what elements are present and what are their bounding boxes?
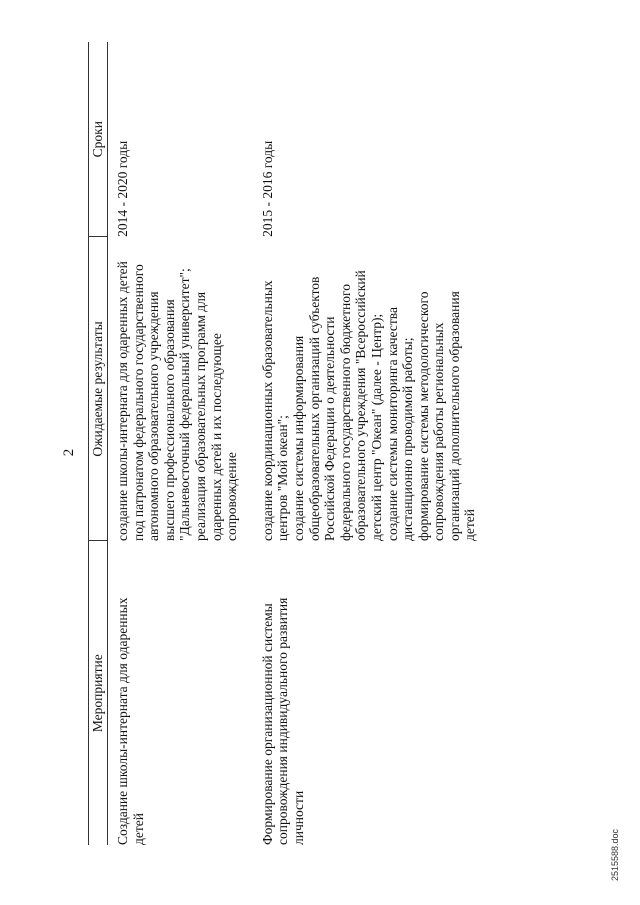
table-row bbox=[108, 42, 240, 845]
results-cell bbox=[108, 237, 240, 541]
dates-text: 2015 - 2016 годы bbox=[259, 140, 275, 237]
results-cell bbox=[240, 237, 478, 541]
header-activity: Мероприятие bbox=[89, 541, 108, 845]
page-number: 2 bbox=[61, 448, 77, 457]
activities-table bbox=[88, 42, 478, 845]
dates-cell bbox=[108, 42, 240, 237]
header-results: Ожидаемые результаты bbox=[89, 237, 108, 541]
activity-cell bbox=[240, 541, 478, 845]
activity-cell bbox=[108, 541, 240, 845]
header-dates: Сроки bbox=[89, 42, 108, 237]
activity-text: Формирование организационной системы сопровождения индивидуального развития личности bbox=[259, 597, 306, 845]
dates-cell bbox=[240, 42, 478, 237]
table-header-row bbox=[89, 42, 108, 845]
results-text: создание школы-интерната для одаренных детей под патронатом федерального государственного автономного образовательного учреждения высшего профессионального образования "Дальневосточный федеральный университет"; реализация образовательных программ для одаренных детей и их последующее сопровождение bbox=[115, 261, 240, 541]
results-text: создание координационных образовательных центров "Мой океан"; создание системы информирования общеобразовательных организаций субъектов Российской Федерации о деятельности федерального государственного бюджетного образовательного учреждения "Всероссийский детский центр "Океан" (далее - Центр); создание системы мониторинга качества дистанционно проводимой работы; формирование системы методологического сопровождения работы региональных организаций дополнительного образования детей bbox=[259, 270, 478, 541]
dates-text: 2014 - 2020 годы bbox=[115, 140, 130, 237]
table-row bbox=[240, 42, 478, 845]
activity-text: Создание школы-интерната для одаренных детей bbox=[115, 597, 146, 845]
document-code: 2515588.doc bbox=[610, 828, 620, 881]
